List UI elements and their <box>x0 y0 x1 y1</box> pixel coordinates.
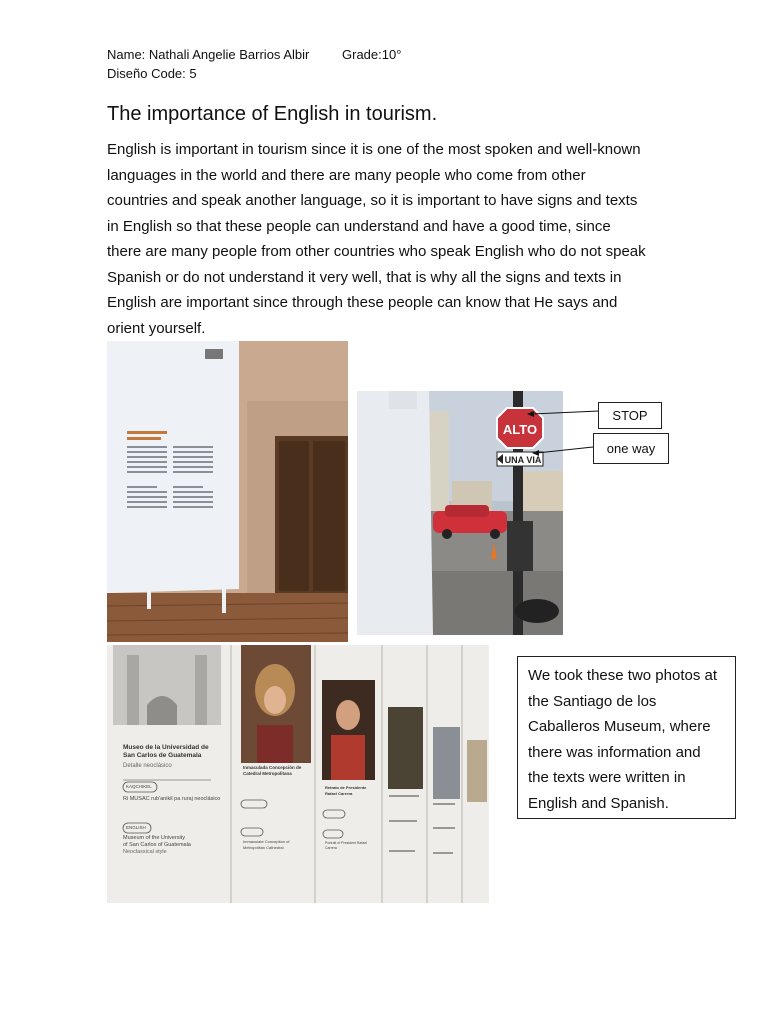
panel-subtitle: Detalle neoclásico <box>123 763 172 769</box>
student-grade: Grade:10° <box>342 47 402 62</box>
stop-arrow-head <box>527 411 534 417</box>
english-text-line-1: Museum of the University <box>123 835 186 841</box>
one-way-sign-text: UNA VIA <box>504 455 542 465</box>
museum-panel-photo <box>107 341 348 642</box>
photo-note: We took these two photos at the Santiago de los Caballeros Museum, where there was information and the texts were written in English and Spanish. <box>517 656 736 819</box>
english-text-line-3: Neoclassical style <box>123 849 167 855</box>
panel2-title: Inmaculada Concepción de Catedral Metropolitana <box>243 765 302 776</box>
stop-arrow-line <box>532 411 599 414</box>
museum-wall-photo <box>107 645 489 903</box>
student-name: Name: Nathali Angelie Barrios Albir <box>107 47 310 62</box>
kaqchikel-text: Ri MUSAC rub'anikil pa ruraj neoclásico <box>123 796 221 802</box>
document-title: The importance of English in tourism. <box>107 103 438 125</box>
callout-arrows <box>527 405 602 460</box>
panel2-english: Immaculate Conception of Metropolitan Cathedral <box>243 839 290 850</box>
museum-panel-image <box>107 341 348 642</box>
english-text-line-2: of San Carlos of Guatemala <box>123 842 191 848</box>
stop-sign-text: ALTO <box>502 422 538 437</box>
one-way-arrow-line <box>537 447 593 453</box>
one-way-callout: one way <box>593 433 669 464</box>
panel3-english: Portrait of President Rafael Carrera <box>325 841 368 850</box>
kaqchikel-tag: KAQCHIKEL <box>126 784 152 789</box>
english-tag: ENGLISH <box>126 825 146 830</box>
one-way-arrow-head <box>532 450 539 456</box>
design-code: Diseño Code: 5 <box>107 66 197 81</box>
panel3-title: Retrato de Presidente Rafael Carrera <box>325 785 367 796</box>
stop-callout: STOP <box>598 402 662 429</box>
body-paragraph: English is important in tourism since it is one of the most spoken and well-known languages in the world and there are many people who come from other countries and speak another language, so it is important to have signs and texts in English so that these people can understand and have a good time, since there are many people from other countries who speak English who do not speak Spanish or do not understand it very well, that is why all the signs and texts in English are important since through these people can know that He says and orient yourself. <box>107 141 646 337</box>
panel-title: Museo de la Universidad de San Carlos de Guatemala <box>123 744 209 759</box>
